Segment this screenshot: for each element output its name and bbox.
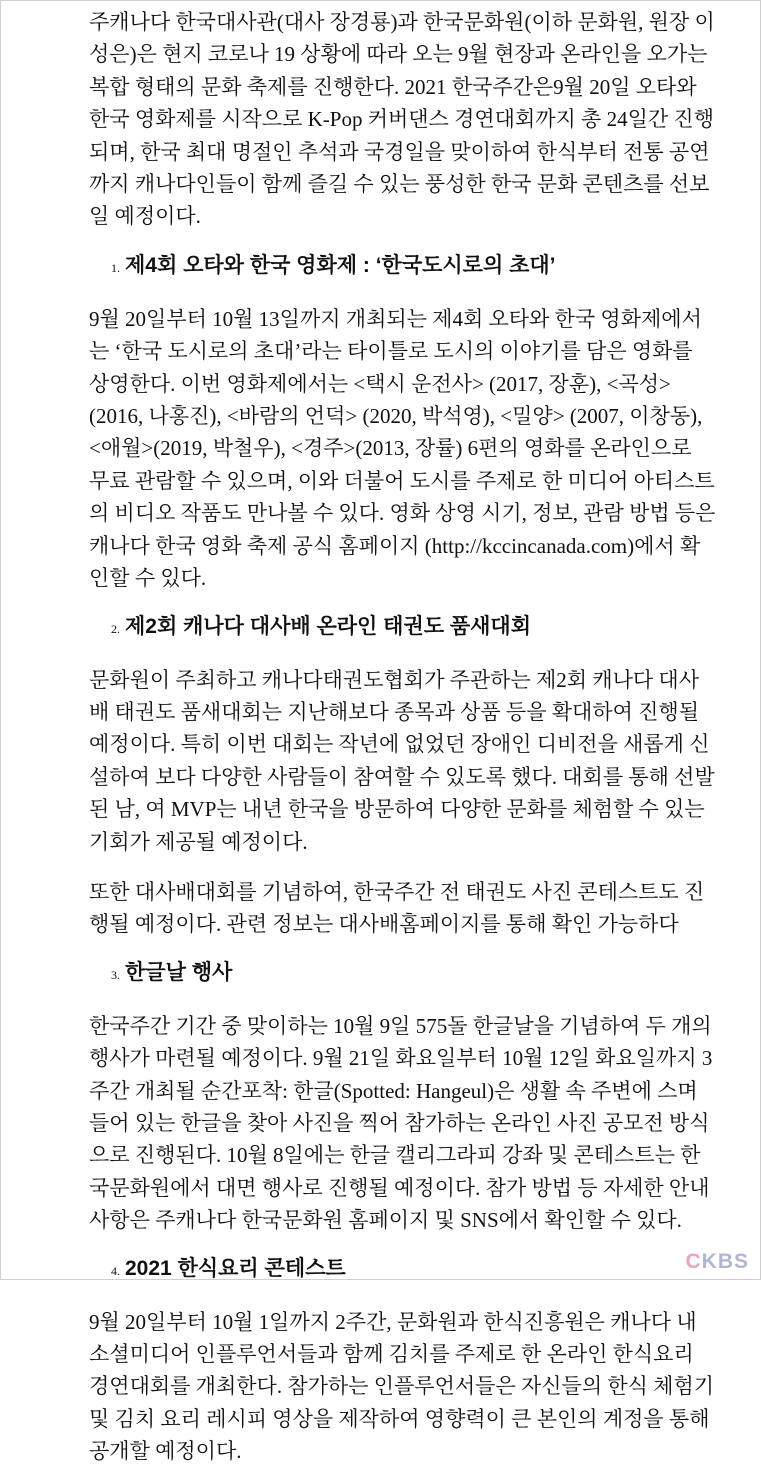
section-3-paragraph: 한국주간 기간 중 맞이하는 10월 9일 575돌 한글날을 기념하여 두 개의 행사가 마련될 예정이다. 9월 21일 화요일부터 10월 12일 화요일까지 3주간 개최될 순간포착: 한글(Spotted: Hangeul)은 생활 속 주변에 스며들어 있는 한글을 찾아 사진을 찍어 참가하는 온라인 사진 공모전 방식으로 진행된다. 10월 8일에는 한글 캘리그라피 강좌 및 콘테스트는 한국문화원에서 대면 행사로 진행될 예정이다. 참가 방법 등 자세한 안내 사항은 주캐나다 한국문화원 홈페이지 및 SNS에서 확인할 수 있다. — [89, 1013, 713, 1233]
section-title: 제2회 캐나다 대사배 온라인 태권도 품새대회 — [125, 614, 531, 638]
section-heading-2 — [89, 611, 717, 643]
section-number: 1. — [111, 260, 120, 275]
article-body — [89, 0, 717, 1468]
section-heading-1 — [89, 250, 717, 282]
kbs-watermark-logo: CKBS — [685, 1250, 749, 1273]
section-title: 한글날 행사 — [125, 960, 233, 984]
section-number: 4. — [111, 1263, 120, 1278]
section-title: 2021 한식요리 콘테스트 — [125, 1256, 346, 1280]
section-number: 2. — [111, 621, 120, 636]
section-heading-3 — [89, 957, 717, 989]
section-1-paragraph: 9월 20일부터 10월 13일까지 개최되는 제4회 오타와 한국 영화제에서는 ‘한국 도시로의 초대’라는 타이틀로 도시의 이야기를 담은 영화를 상영한다. 이번 영화제에서는 <택시 운전사> (2017, 장훈), <곡성>(2016, 나홍진), <바람의 언덕> (2020, 박석영), <밀양> (2007, 이창동), <애월>(2019, 박철우), <경주>(2013, 장률) 6편의 영화를 온라인으로 무료 관람할 수 있으며, 이와 더불어 도시를 주제로 한 미디어 아티스트의 비디오 작품도 만나볼 수 있다. 영화 상영 시기, 정보, 관람 방법 등은 캐나다 한국 영화 축제 공식 홈페이지 (http://kccincanada.com)에서 확인할 수 있다. — [89, 306, 716, 591]
section-2-paragraph-2: 또한 대사배대회를 기념하여, 한국주간 전 태권도 사진 콘테스트도 진행될 예정이다. 관련 정보는 대사배홈페이지를 통해 확인 가능하다 — [89, 879, 705, 937]
section-title: 제4회 오타와 한국 영화제 : ‘한국도시로의 초대’ — [125, 253, 556, 277]
section-number: 3. — [111, 967, 120, 982]
intro-paragraph: 주캐나다 한국대사관(대사 장경룡)과 한국문화원(이하 문화원, 원장 이성은)은 현지 코로나 19 상황에 따라 오는 9월 현장과 온라인을 오가는 복합 형태의 문화 축제를 진행한다. 2021 한국주간은9월 20일 오타와 한국 영화제를 시작으로 K-Pop 커버댄스 경연대회까지 총 24일간 진행되며, 한국 최대 명절인 추석과 국경일을 맞이하여 한식부터 전통 공연까지 캐나다인들이 함께 즐길 수 있는 풍성한 한국 문화 콘텐츠를 선보일 예정이다. — [89, 10, 715, 229]
section-2-paragraph-1: 문화원이 주최하고 캐나다태권도협회가 주관하는 제2회 캐나다 대사배 태권도 품새대회는 지난해보다 종목과 상품 등을 확대하여 진행될 예정이다. 특히 이번 대회는 작년에 없었던 장애인 디비전을 새롭게 신설하여 보다 다양한 사람들이 참여할 수 있도록 했다. 대회를 통해 선발된 남, 여 MVP는 내년 한국을 방문하여 다양한 문화를 체험할 수 있는 기회가 제공될 예정이다. — [89, 667, 715, 854]
section-4-paragraph: 9월 20일부터 10월 1일까지 2주간, 문화원과 한식진흥원은 캐나다 내 소셜미디어 인플루언서들과 함께 김치를 주제로 한 온라인 한식요리 경연대회를 개최한다. 참가하는 인플루언서들은 자신들의 한식 체험기 및 김치 요리 레시피 영상을 제작하여 영향력이 큰 본인의 계정을 통해 공개할 예정이다. — [89, 1309, 715, 1464]
